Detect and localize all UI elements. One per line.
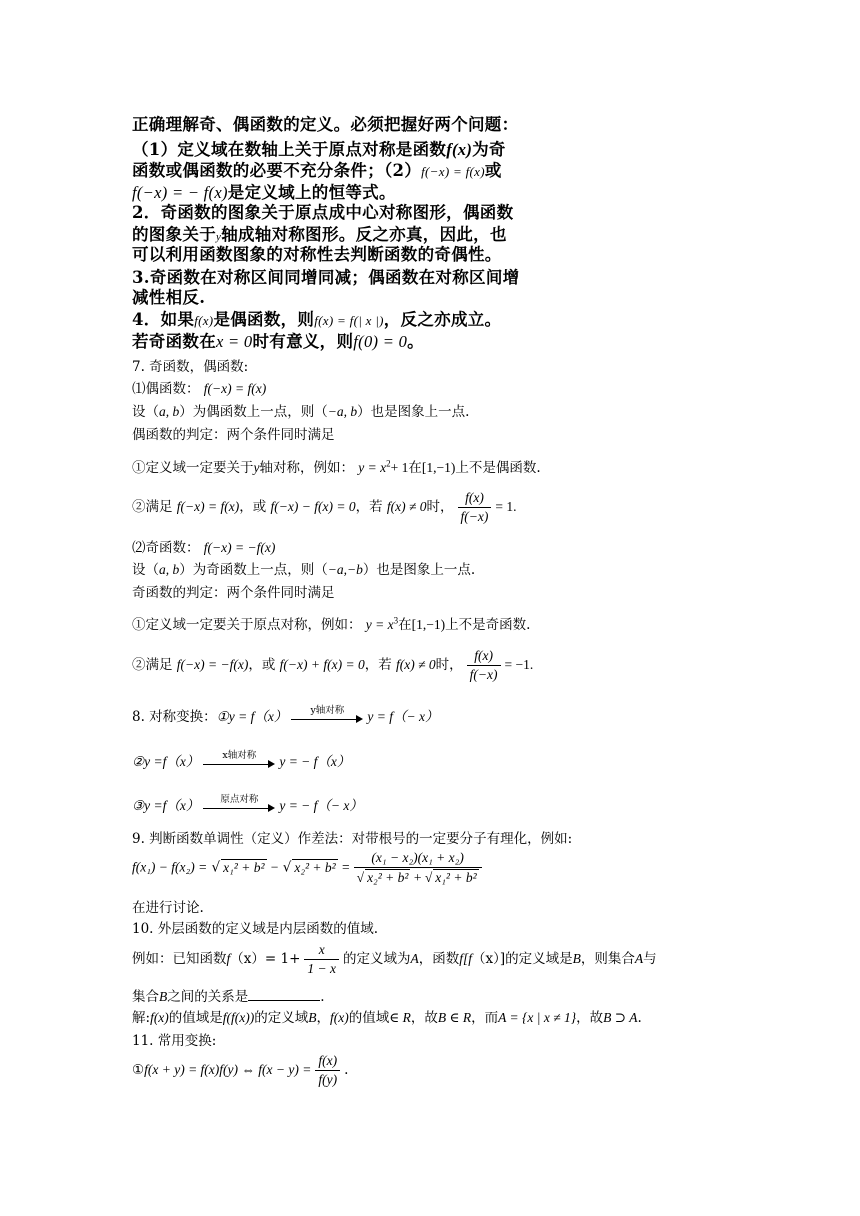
- arrow-origin-symmetry: 原点对称: [203, 800, 275, 814]
- bold-line-3: 函数或偶函数的必要不充分条件；（2）f(−x) = f(x)或: [132, 161, 502, 180]
- arrow-x-axis-symmetry: x轴对称: [203, 756, 275, 770]
- s9-after: 在进行讨论.: [132, 900, 204, 916]
- s10-fraction: $\frac{x}{1 - x}$: [304, 942, 339, 977]
- s8-row-1: 8. 对称变换：①y = f（x） y轴对称 y = f（− x）: [132, 704, 439, 725]
- s7-even-point: 设（a, b）为偶函数上一点，则（−a, b）也是图象上一点.: [132, 404, 470, 420]
- bold-line-5: 2．奇函数的图象关于原点成中心对称图形，偶函数: [132, 203, 514, 222]
- answer-blank: [248, 1000, 320, 1001]
- bold-line-10: 4．如果f(x)是偶函数，则f(x) = f(| x |)，反之亦成立。: [132, 310, 502, 329]
- s11-title: 11. 常用变换:: [132, 1033, 217, 1049]
- s7-odd-judge: 奇函数的判定：两个条件同时满足: [132, 585, 335, 601]
- s7-even-def: ⑴偶函数： f(−x) = f(x): [132, 381, 267, 397]
- s7-odd-def: ⑵奇函数： f(−x) = −f(x): [132, 540, 276, 556]
- bold-line-7: 可以利用函数图象的对称性去判断函数的奇偶性。: [132, 245, 502, 264]
- s7-odd-cond-2: ②满足 f(−x) = −f(x)，或 f(−x) + f(x) = 0，若 f(x) ≠ 0时， $\frac{f(x)}{f(-x)}$ = −1.: [132, 648, 534, 682]
- bold-line-8: 3.奇函数在对称区间同增同减；偶函数在对称区间增: [132, 268, 520, 287]
- s10-title: 10. 外层函数的定义域是内层函数的值域.: [132, 921, 379, 937]
- bold-line-4: f(−x) = − f(x)是定义域上的恒等式。: [132, 183, 396, 202]
- s9-fraction: $\frac{\text{(x₁ − x₂)(x₁ + x₂)}}{\text{√ x₂² + b² + √ x₁² + b²}}$: [354, 850, 482, 886]
- s8-row-2: ②y =f（x） x轴对称 y = − f（x）: [132, 749, 351, 769]
- s8-row-3: ③y =f（x） 原点对称 y = − f（− x）: [132, 793, 363, 813]
- arrow-y-axis-symmetry: y轴对称: [291, 711, 363, 725]
- bold-line-11: 若奇函数在x = 0时有意义，则f(0) = 0。: [132, 332, 424, 351]
- s11-formula: ①f(x + y) = f(x)f(y) ⇔ f(x − y) = $\frac{f(x)}{f(y)}$ .: [132, 1053, 349, 1087]
- s10-solution: 解:f(x)的值域是f(f(x))的定义域B，f(x)的值域∈ R，故B ∈ R，而A = {x | x ≠ 1}，故B ⊃ A.: [132, 1010, 642, 1026]
- s7-even-cond-1: ①定义域一定要关于y轴对称，例如： $y = x^2+ 1$在[1,−1)上不是偶函数.: [132, 458, 541, 476]
- bold-line-2: （1）定义域在数轴上关于原点对称是函数f(x)为奇: [132, 140, 506, 159]
- s9-title: 9. 判断函数单调性（定义）作差法：对带根号的一定要分子有理化，例如:: [132, 831, 573, 847]
- s10-example: 例如：已知函数f（x）= 1+ $\frac{x}{1 - x}$ 的定义域为A，函数f[f（x）]的定义域是B，则集合A与: [132, 942, 657, 976]
- s7-title: 7. 奇函数，偶函数:: [132, 359, 249, 375]
- s7-even-cond-2: ②满足 f(−x) = f(x)，或 f(−x) − f(x) = 0，若 f(x) ≠ 0时， $\frac{f(x)}{f(-x)}$ = 1.: [132, 490, 517, 524]
- s9-formula: f(x₁) − f(x₂) = √ x₁² + b² − √ x₂² + b² = $\frac{\text{(x₁ − x₂)(x₁ + x₂)}}{\text{√ x₂² + b² + √ x₁² + b²}}$: [132, 850, 486, 886]
- s7-odd-point: 设（a, b）为奇函数上一点，则（−a,−b）也是图象上一点.: [132, 562, 476, 578]
- s10-relation-line: 集合B之间的关系是 .: [132, 989, 325, 1005]
- bold-line-6: 的图象关于y轴成轴对称图形。反之亦真，因此，也: [132, 225, 507, 244]
- odd-ratio-fraction: $\frac{f(x)}{f(-x)}$: [467, 648, 501, 683]
- bold-line-9: 减性相反.: [132, 288, 206, 307]
- s11-fraction: $\frac{f(x)}{f(y)}$: [315, 1053, 340, 1088]
- even-ratio-fraction: $\frac{f(x)}{f(-x)}$: [458, 490, 492, 525]
- s7-even-judge: 偶函数的判定：两个条件同时满足: [132, 427, 335, 443]
- s7-odd-cond-1: ①定义域一定要关于原点对称，例如： $y = x^3$在[1,−1)上不是奇函数.: [132, 615, 531, 633]
- bold-line-1: 正确理解奇、偶函数的定义。必须把握好两个问题：: [132, 115, 519, 134]
